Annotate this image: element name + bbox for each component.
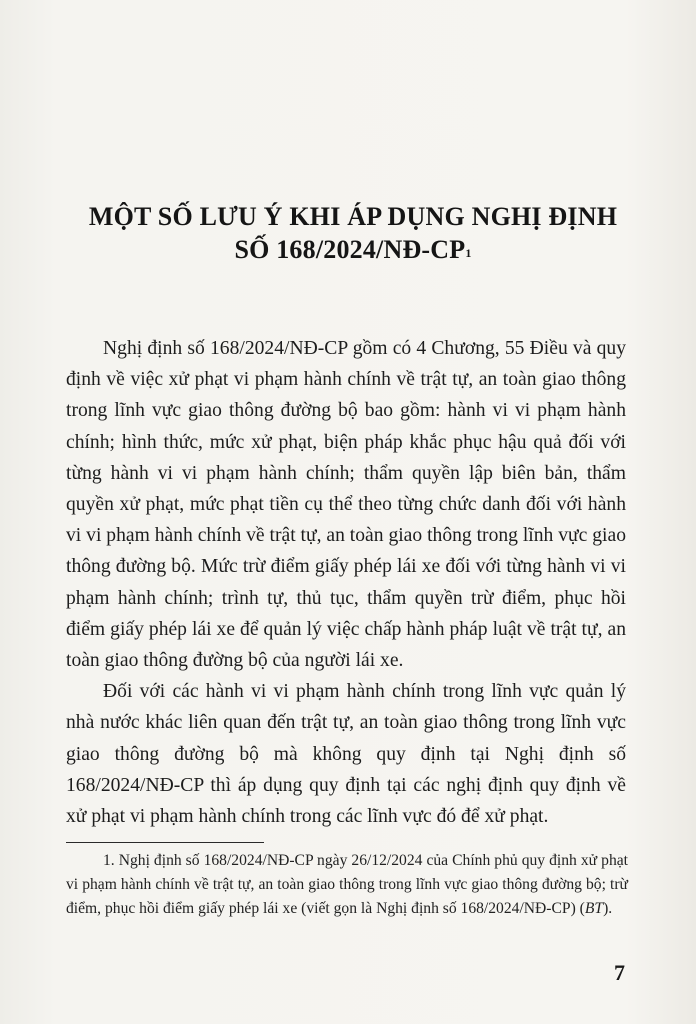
paragraph-2: Đối với các hành vi vi phạm hành chính trong lĩnh vực quản lý nhà nước khác liên quan đến trật tự, an toàn giao thông trong lĩnh vực giao thông đường bộ mà không quy định tại Nghị định số 168/2024/NĐ-CP thì áp dụng quy định tại các nghị định quy định về xử phạt vi phạm hành chính trong các lĩnh vực đó để xử phạt.: [66, 681, 626, 828]
title-line-1: MỘT SỐ LƯU Ý KHI ÁP DỤNG NGHỊ ĐỊNH: [88, 202, 618, 231]
footnote-text: 1. Nghị định số 168/2024/NĐ-CP ngày 26/12/2024 của Chính phủ quy định xử phạt vi phạm hành chính về trật tự, an toàn giao thông trong lĩnh vực giao thông đường bộ; trừ điểm, phục hồi điểm giấy phép lái xe (viết gọn là Nghị định số 168/2024/NĐ-CP) (: [66, 852, 628, 917]
footnote: [66, 849, 628, 921]
footnote-divider: [66, 842, 264, 843]
title-line-2-text: SỐ 168/2024/NĐ-CP: [234, 235, 466, 264]
footnote-reference: 1: [465, 246, 472, 260]
footnote-text-end: ).: [603, 900, 613, 917]
body-text: [66, 333, 626, 832]
page-title: [70, 200, 636, 266]
title-line-2: [70, 233, 636, 266]
footnote-italic-abbrev: BT: [584, 900, 604, 917]
footnote-paragraph: [66, 849, 628, 921]
page-number: 7: [614, 960, 625, 985]
paragraph-1: Nghị định số 168/2024/NĐ-CP gồm có 4 Chương, 55 Điều và quy định về việc xử phạt vi phạm hành chính về trật tự, an toàn giao thông trong lĩnh vực giao thông đường bộ bao gồm: hành vi vi phạm hành chính; hình thức, mức xử phạt, biện pháp khắc phục hậu quả đối với từng hành vi vi phạm hành chính; thẩm quyền lập biên bản, thẩm quyền xử phạt, mức phạt tiền cụ thể theo từng chức danh đối với hành vi vi phạm hành chính về trật tự, an toàn giao thông trong lĩnh vực giao thông đường bộ. Mức trừ điểm giấy phép lái xe đối với từng hành vi vi phạm hành chính; trình tự, thủ tục, thẩm quyền trừ điểm, phục hồi điểm giấy phép lái xe để quản lý việc chấp hành pháp luật về trật tự, an toàn giao thông đường bộ của người lái xe.: [66, 338, 626, 672]
